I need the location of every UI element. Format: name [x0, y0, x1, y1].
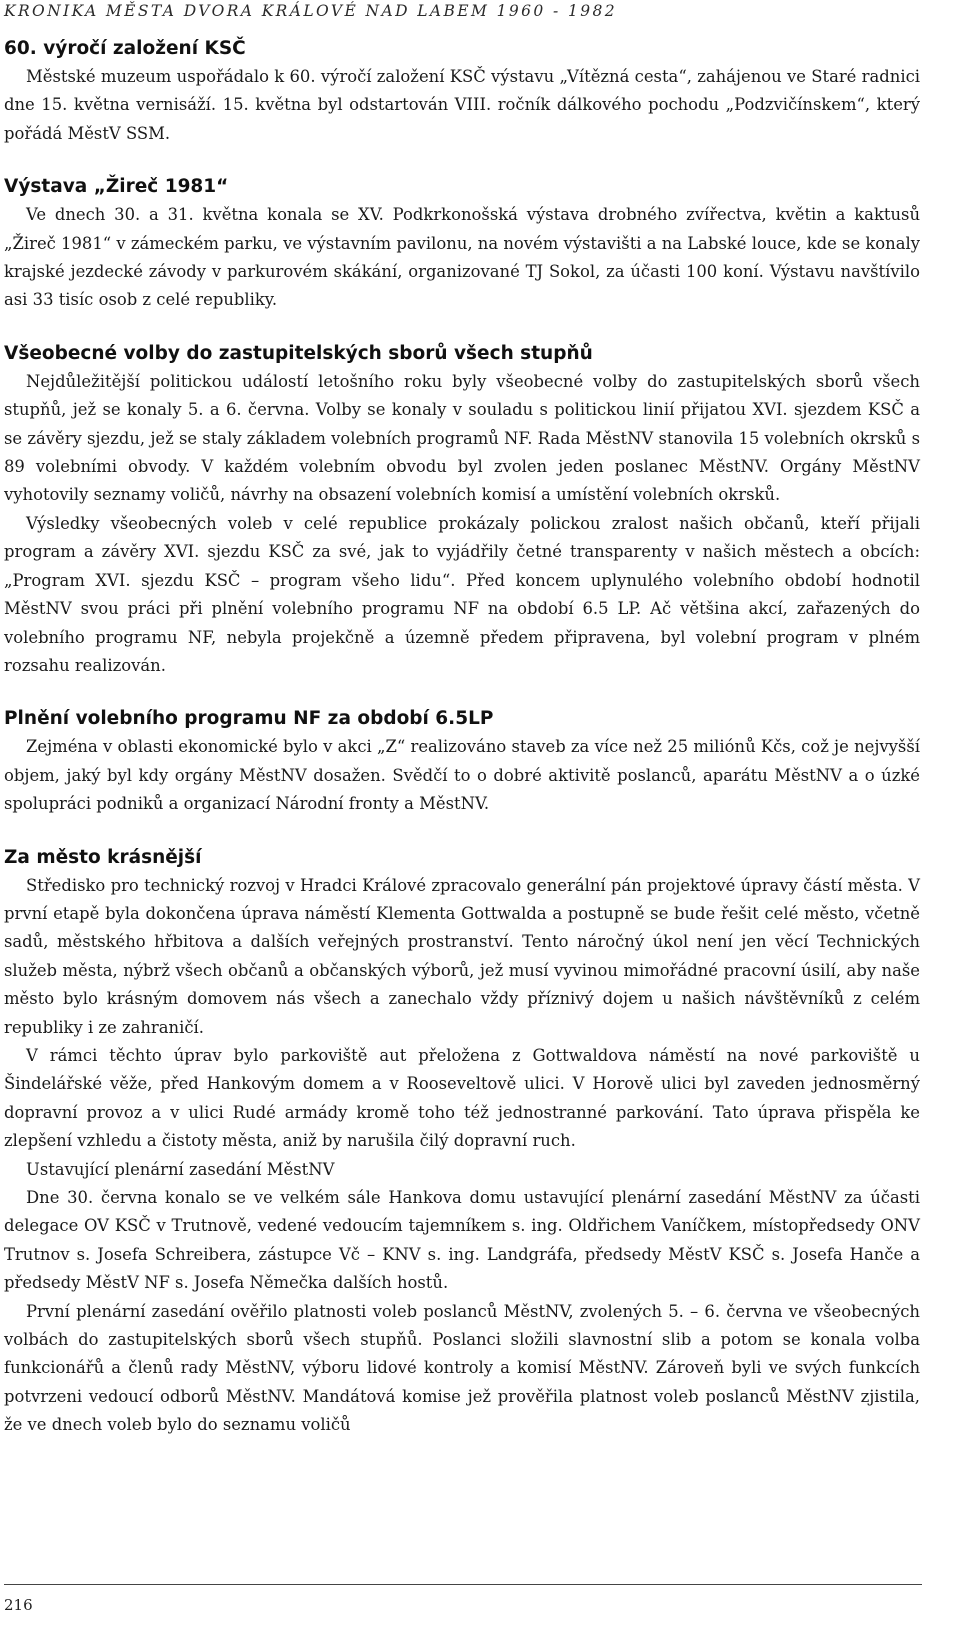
page-content [4, 34, 920, 1440]
paragraph: Nejdůležitější politickou událostí letošního roku byly všeobecné volby do zastupitelských sborů všech stupňů, jež se konaly 5. a 6. června. Volby se konaly v souladu s politickou linií přijatou XVI. sjezdem KSČ a se závěry sjezdu, jež se staly základem volebních programů NF. Rada MěstNV stanovila 15 volebních okrsků s 89 volebními obvody. V každém volebním obvodu byl zvolen jeden poslanec MěstNV. Orgány MěstNV vyhotovily seznamy voličů, návrhy na obsazení volebních komisí a umístění volebních okrsků. [4, 371, 920, 505]
section-heading: Plnění volebního programu NF za období 6.5LP [4, 708, 494, 730]
paragraph: V rámci těchto úprav bylo parkoviště aut přeložena z Gottwaldova náměstí na nové parkoviště u Šindelářské věže, před Hankovým domem a v Rooseveltově ulici. V Horově ulici byl zaveden jednosměrný dopravní provoz a v ulici Rudé armády kromě toho též jednostranné parkování. Tato úprava přispěla ke zlepšení vzhledu a čistoty města, aniž by narušila čilý dopravní ruch. [4, 1045, 920, 1151]
page-number: 216 [4, 1596, 33, 1614]
footer-divider [4, 1584, 922, 1585]
section-zirec-exhibition [4, 172, 920, 315]
section-heading: Výstava „Žireč 1981“ [4, 176, 229, 198]
section-heading: 60. výročí založení KSČ [4, 38, 246, 59]
section-ksc-anniversary [4, 34, 920, 148]
paragraph: Městské muzeum uspořádalo k 60. výročí založení KSČ výstavu „Vítězná cesta“, zahájenou ve Staré radnici dne 15. května vernisáží. 15. května byl odstartován VIII. ročník dálkového pochodu „Podzvičínskem“, který pořádá MěstV SSM. [4, 67, 920, 143]
paragraph: Středisko pro technický rozvoj v Hradci Králové zpracovalo generální pán projektové úpravy částí města. V první etapě byla dokončena úprava náměstí Klementa Gottwalda a postupně se bude řešit celé město, včetně sadů, městského hřbitova a dalších veřejných prostranství. Tento náročný úkol není jen věcí Technických služeb města, nýbrž všech občanů a občanských výborů, jež musí vyvinou mimořádné pracovní úsilí, aby naše město bylo krásným domovem nás všech a zanechalo vždy příznivý dojem u našich návštěvníků z celém republiky i ze zahraničí. [4, 875, 920, 1037]
paragraph: Zejména v oblasti ekonomické bylo v akci „Z“ realizováno staveb za více než 25 miliónů Kčs, což je nejvyšší objem, jaký byl kdy orgány MěstNV dosažen. Svědčí to o dobré aktivitě poslanců, aparátu MěstNV a o úzké spolupráci podniků a organizací Národní fronty a MěstNV. [4, 737, 920, 814]
paragraph: První plenární zasedání ověřilo platnosti voleb poslanců MěstNV, zvolených 5. – 6. června ve všeobecných volbách do zastupitelských sborů všech stupňů. Poslanci složili slavnostní slib a potom se konala volba funkcionářů a členů rady MěstNV, výboru lidové kontroly a komisí MěstNV. Zároveň byli ve svých funkcích potvrzeni vedoucí odborů MěstNV. Mandátová komise jež prověřila platnost voleb poslanců MěstNV zjistila, že ve dnech voleb bylo do seznamu voličů [4, 1301, 920, 1435]
section-heading: Všeobecné volby do zastupitelských sborů všech stupňů [4, 342, 593, 364]
section-election-program [4, 704, 920, 818]
subheading-paragraph: Ustavující plenární zasedání MěstNV [26, 1159, 335, 1179]
section-heading: Za město krásnější [4, 846, 202, 868]
section-beautiful-city [4, 843, 920, 1440]
paragraph: Ve dnech 30. a 31. května konala se XV. Podkrkonošská výstava drobného zvířectva, květin a kaktusů „Žireč 1981“ v zámeckém parku, ve výstavním pavilonu, na novém výstavišti a na Labské louce, kde se konaly krajské jezdecké závody v parkurovém skákání, organizované TJ Sokol, za účasti 100 koní. Výstavu navštívilo asi 33 tisíc osob z celé republiky. [4, 205, 920, 310]
paragraph: Výsledky všeobecných voleb v celé republice prokázaly polickou zralost našich občanů, kteří přijali program a závěry XVI. sjezdu KSČ za své, jak to vyjádřily četné transparenty v našich městech a obcích: „Program XVI. sjezdu KSČ – program všeho lidu“. Před koncem uplynulého volebního období hodnotil MěstNV svou práci při plnění volebního programu NF na období 6.5 LP. Ač většina akcí, zařazených do volebního programu NF, nebyla projekčně a územně předem připravena, byl volební program v plném rozsahu realizován. [4, 513, 920, 675]
paragraph: Dne 30. června konalo se ve velkém sále Hankova domu ustavující plenární zasedání MěstNV za účasti delegace OV KSČ v Trutnově, vedené vedoucím tajemníkem s. ing. Oldřichem Vaníčkem, místopředsedy ONV Trutnov s. Josefa Schreibera, zástupce Vč – KNV s. ing. Landgráfa, předsedy MěstV KSČ s. Josefa Hanče a předsedy MěstV NF s. Josefa Němečka dalších hostů. [4, 1188, 920, 1293]
running-header: KRONIKA MĚSTA DVORA KRÁLOVÉ NAD LABEM 1960 - 1982 [4, 2, 617, 20]
section-general-elections [4, 339, 920, 680]
